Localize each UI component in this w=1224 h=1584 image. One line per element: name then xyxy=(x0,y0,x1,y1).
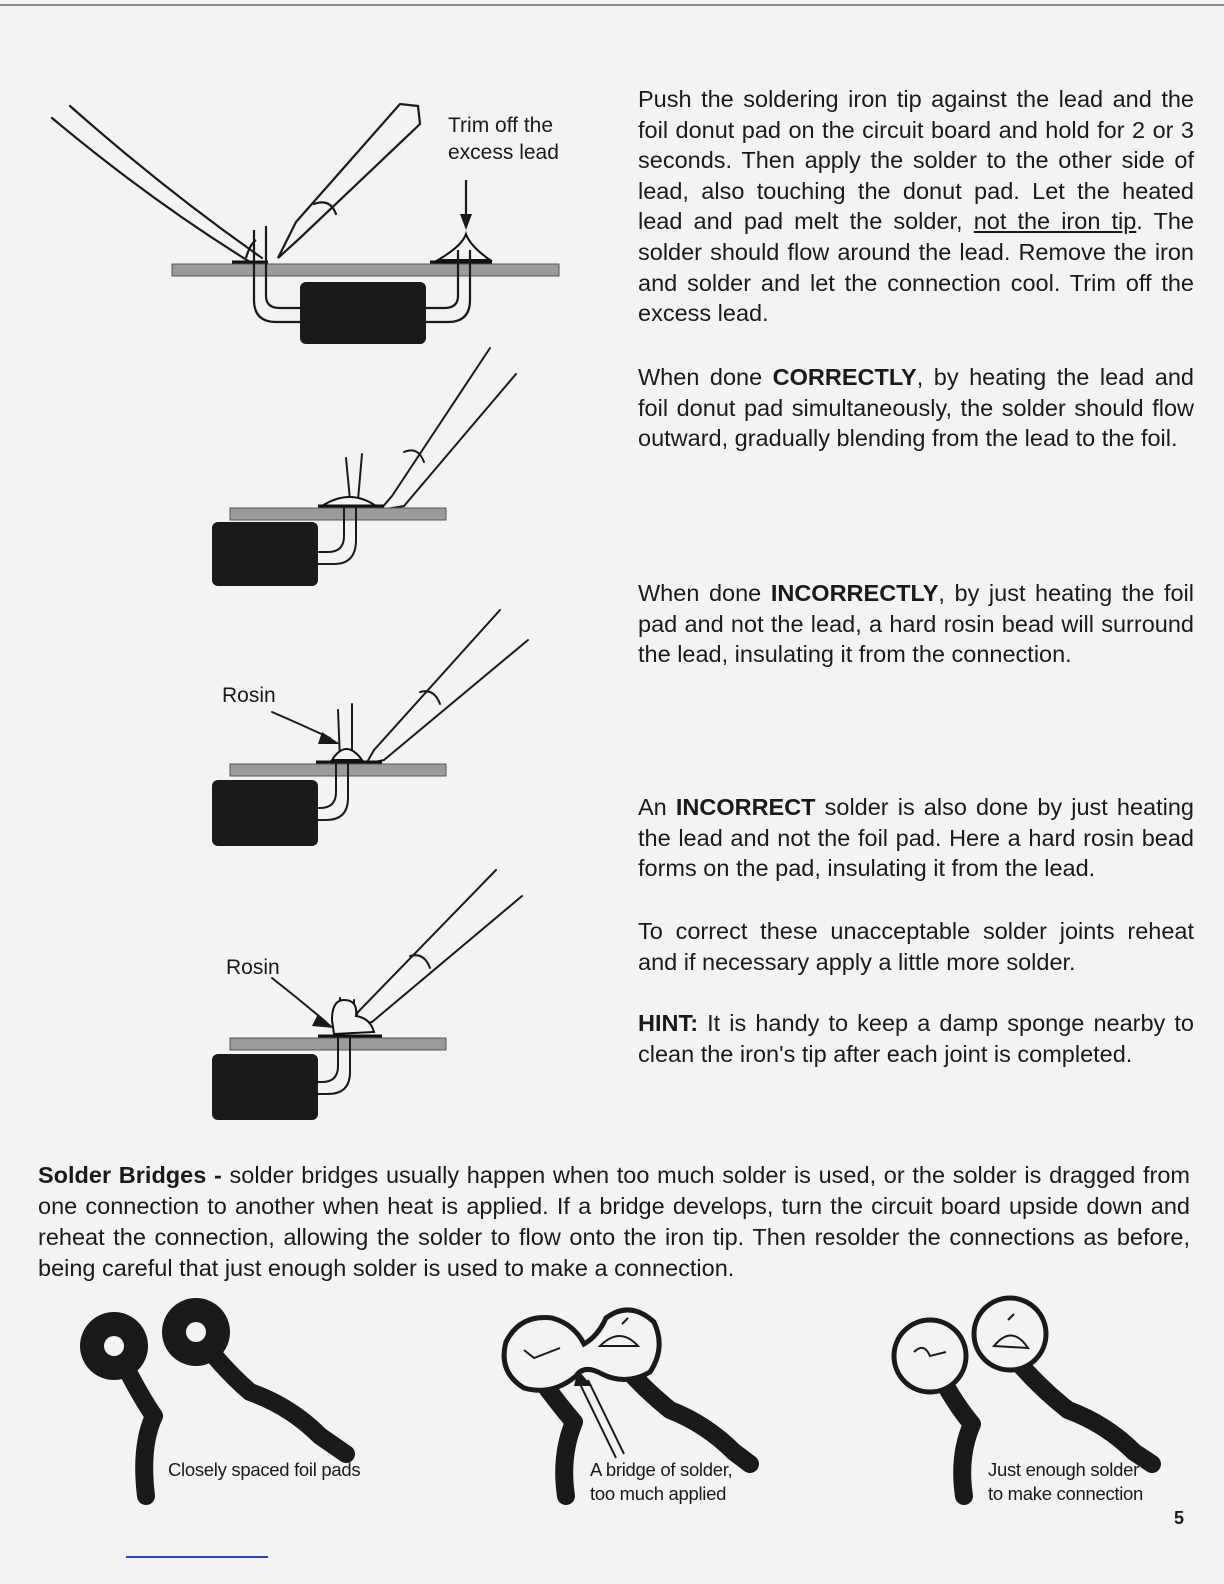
caption-bridge-2: too much applied xyxy=(590,1483,727,1504)
incorrect-joint-illustration-1 xyxy=(0,600,600,860)
correct-joint-illustration xyxy=(0,340,600,600)
rosin-label-1: Rosin xyxy=(222,684,276,707)
incorrect-joint-illustration-2 xyxy=(0,860,600,1130)
page-number: 5 xyxy=(1174,1508,1185,1528)
correct-note-paragraph: To correct these unacceptable solder joints reheat and if necessary apply a little more solder. xyxy=(638,918,1194,975)
rosin-label-2: Rosin xyxy=(226,956,280,979)
incorrect-paragraph-1: When done INCORRECTLY, by just heating the foil pad and not the lead, a hard rosin bead will surround the lead, insulating it from the connection. xyxy=(638,580,1194,668)
trim-label: Trim off the excess lead xyxy=(448,114,559,164)
incorrect-paragraph-2: An INCORRECT solder is also done by just heating the lead and not the foil pad. Here a hard rosin bead forms on the pad, insulating it from the lead. xyxy=(638,794,1194,882)
caption-pads: Closely spaced foil pads xyxy=(168,1459,361,1480)
caption-bridge-1: A bridge of solder, xyxy=(590,1459,733,1480)
hint-paragraph: HINT: It is handy to keep a damp sponge nearby to clean the iron's tip after each joint is completed. xyxy=(638,1010,1194,1067)
solder-bridges-paragraph: Solder Bridges - solder bridges usually happen when too much solder is used, or the solder is dragged from one connection to another when heat is applied. If a bridge develops, turn the circuit board upside down and reheat the connection, allowing the solder to flow onto the iron tip. Then resolder the connections as before, being careful that just enough solder is used to make a connection. xyxy=(38,1162,1190,1281)
bottom-rule xyxy=(126,1556,268,1558)
soldering-illustration-1 xyxy=(0,0,600,360)
caption-enough-2: to make connection xyxy=(988,1483,1144,1504)
underlined-phrase: not the iron tip xyxy=(973,208,1137,235)
correct-paragraph: When done CORRECTLY, by heating the lead and foil donut pad simultaneously, the solder should flow outward, gradually blending from the lead to the foil. xyxy=(638,364,1194,452)
foil-pads-illustration xyxy=(60,1296,460,1516)
caption-enough-1: Just enough solder xyxy=(988,1459,1139,1480)
step1-paragraph: Push the soldering iron tip against the lead and the foil donut pad on the circuit board and hold for 2 or 3 seconds. Then apply the solder to the other side of lead, also touching the donut pad. Let the heated lead and pad melt the solder, not the iron tip. The solder should flow around the lead. Remove the iron and solder and let the connection cool. Trim off the excess lead. xyxy=(638,86,1194,327)
